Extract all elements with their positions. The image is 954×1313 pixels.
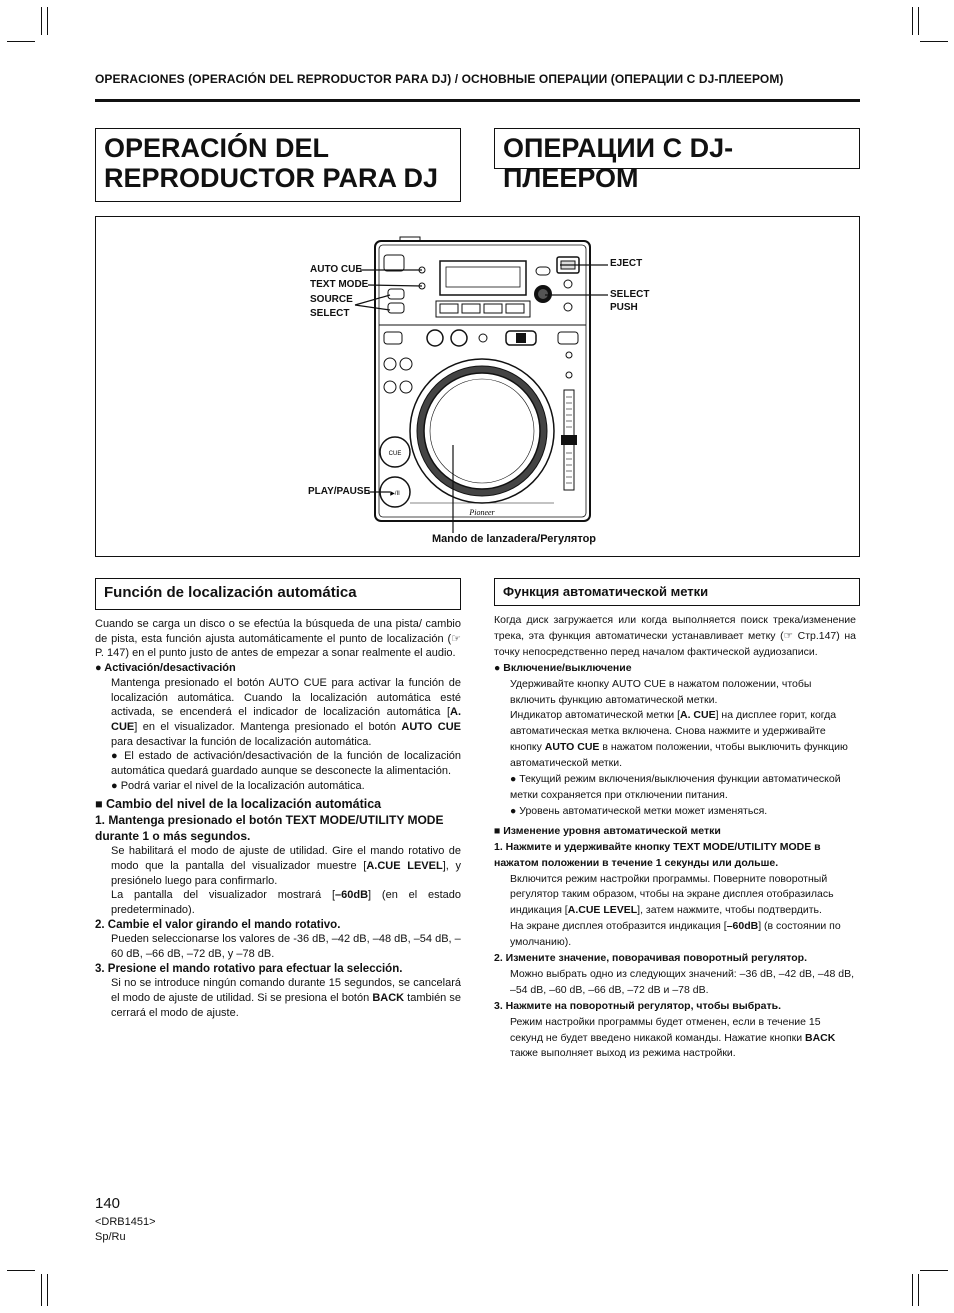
ru-step-1-text: Включится режим настройки программы. Поверните поворотный регулятор таким образом, чтобы на экране дисплея отобразилась индикация [A.CUE LEVEL], затем нажмите, чтобы подтвердить. [510, 872, 834, 917]
crop-mark [7, 41, 35, 42]
callout-lines [300, 255, 660, 545]
svg-text:▶/II: ▶/II [390, 491, 400, 497]
crop-mark [41, 7, 42, 35]
label-jog-dial: Mando de lanzadera/Регулятор [432, 533, 597, 545]
title-ru [494, 128, 860, 193]
crop-mark [41, 1274, 42, 1306]
es-intro: Cuando se carga un disco o se efectúa la búsqueda de una pista/ cambio de pista, esta función ajusta automáticamente el punto de localización (☞P. 147) en el punto justo de antes de empezar a sonar realmente el audio. [95, 618, 461, 660]
label-select-push-2: PUSH [610, 302, 638, 313]
crop-mark [912, 7, 913, 35]
crop-mark [920, 1270, 948, 1271]
svg-text:Pioneer: Pioneer [469, 508, 495, 517]
ru-step-1-heading: 1. Нажмите и удерживайте кнопку TEXT MODE/UTILITY MODE в нажатом положении в течение 1 секунды или дольше. [494, 840, 821, 869]
svg-text:CUE: CUE [388, 451, 402, 457]
column-es [95, 617, 461, 1021]
ru-intro: Когда диск загружается или когда выполняется поиск трека/изменение трека, эта функция автоматически устанавливает метку (☞ Стр.147) на точку непосредственно перед началом фактической аудиозаписи. [494, 614, 856, 658]
title-es-line2: REPRODUCTOR PARA DJ [104, 163, 439, 193]
label-text-mode: TEXT MODE [310, 279, 369, 290]
label-auto-cue: AUTO CUE [310, 264, 363, 275]
section-title-es-text: Función de localización automática [104, 584, 357, 601]
label-select-left: SELECT [310, 308, 350, 319]
ru-level-heading: ■ Изменение уровня автоматической метки [494, 824, 721, 837]
crop-mark [912, 1274, 913, 1306]
running-header: OPERACIONES (OPERACIÓN DEL REPRODUCTOR PARA DJ) / ОСНОВНЫЕ ОПЕРАЦИИ (ОПЕРАЦИИ С DJ-ПЛЕЕРОМ) [95, 72, 784, 86]
es-activation-text: Mantenga presionado el botón AUTO CUE para activar la función de localización automática. Cuando la localización automática esté activada, se encenderá el indicador de localización automática [A. CUE] en el visualizador. Mantenga presionado el botón AUTO CUE para desactivar la función de localización automática. [111, 676, 461, 748]
ru-activation-text-1: Удерживайте кнопку AUTO CUE в нажатом положении, чтобы включить функцию автоматической метки. [510, 677, 812, 706]
language-code: Sp/Ru [95, 1231, 126, 1243]
ru-step-2-heading: 2. Измените значение, поворачивая поворотный регулятор. [494, 952, 808, 965]
page-number: 140 [95, 1195, 121, 1212]
crop-mark [918, 1274, 919, 1306]
es-step-2-heading: 2. Cambie el valor girando el mando rotativo. [95, 918, 341, 931]
ru-step-3-heading: 3. Нажмите на поворотный регулятор, чтобы выбрать. [494, 999, 781, 1012]
es-bullet-1: ● El estado de activación/desactivación de la función de localización automática quedará guardado aunque se desconecte la alimentación. [111, 750, 461, 778]
crop-mark [7, 1270, 35, 1271]
es-level-heading: ■ Cambio del nivel de la localización automática [95, 797, 382, 812]
es-bullet-2: ● Podrá variar el nivel de la localización automática. [111, 779, 365, 792]
section-title-ru [494, 578, 860, 606]
ru-bullet-1: ● Текущий режим включения/выключения функции автоматической метки сохраняется при отключении питания. [510, 773, 841, 801]
ru-step-2-text: Можно выбрать одно из следующих значений: –36 dB, –42 dB, –48 dB, –54 dB, –60 dB, –66 dB, –72 dB и –78 dB. [510, 967, 855, 996]
label-eject: EJECT [610, 258, 643, 269]
label-play-pause: PLAY/PAUSE [308, 486, 371, 497]
column-ru [494, 613, 856, 1062]
title-es-line1: OPERACIÓN DEL [104, 133, 330, 163]
es-step-1-text: Se habilitará el modo de ajuste de utilidad. Gire el mando rotativo de modo que la pantalla del visualizador muestre [A.CUE LEVEL], y presiónelo luego para confirmarlo. [111, 845, 462, 887]
es-step-3-heading: 3. Presione el mando rotativo para efectuar la selección. [95, 962, 403, 975]
es-activation-heading: ● Activación/desactivación [95, 662, 236, 675]
label-select-push-1: SELECT [610, 289, 650, 300]
es-step-3-text: Si no se introduce ningún comando durante 15 segundos, se cancelará el modo de ajuste de utilidad. Si se presiona el botón BACK también se cerrará el modo de ajuste. [111, 977, 461, 1019]
title-es [95, 128, 461, 202]
crop-mark [918, 7, 919, 35]
crop-mark [47, 1274, 48, 1306]
ru-step-1-text-2: На экране дисплея отобразится индикация [–60dB] (в состоянии по умолчанию). [510, 920, 841, 949]
ru-activation-text-2: Индикатор автоматической метки [A. CUE] на дисплее горит, когда автоматическая метка включена. Снова нажмите и удерживайте кнопку AUTO CUE в нажатом положении, чтобы выключить функцию автоматической метки. [510, 709, 848, 770]
section-title-es [95, 578, 461, 610]
label-source: SOURCE [310, 294, 353, 305]
ru-bullet-2: ● Уровень автоматической метки может изменяться. [510, 804, 768, 817]
ru-step-3-text: Режим настройки программы будет отменен, если в течение 15 секунд не будет введено никакой команды. Нажатие кнопки BACK также выполняет выход из режима настройки. [510, 1015, 836, 1060]
title-ru-text: ОПЕРАЦИИ С DJ-ПЛЕЕРОМ [503, 133, 734, 193]
crop-mark [920, 41, 948, 42]
document-code: <DRB1451> [95, 1216, 156, 1228]
header-rule [95, 99, 860, 102]
crop-mark [47, 7, 48, 35]
es-step-1-text-2: La pantalla del visualizador mostrará [–60dB] (en el estado predeterminado). [111, 889, 462, 916]
es-step-2-text: Pueden seleccionarse los valores de -36 dB, –42 dB, –48 dB, –54 dB, –60 dB, –66 dB, –72 dB, y –78 dB. [111, 933, 461, 961]
section-title-ru-text: Функция автоматической метки [503, 584, 709, 599]
ru-activation-heading: ● Включение/выключение [494, 661, 632, 674]
es-step-1-heading: 1. Mantenga presionado el botón TEXT MODE/UTILITY MODE durante 1 o más segundos. [95, 813, 444, 844]
